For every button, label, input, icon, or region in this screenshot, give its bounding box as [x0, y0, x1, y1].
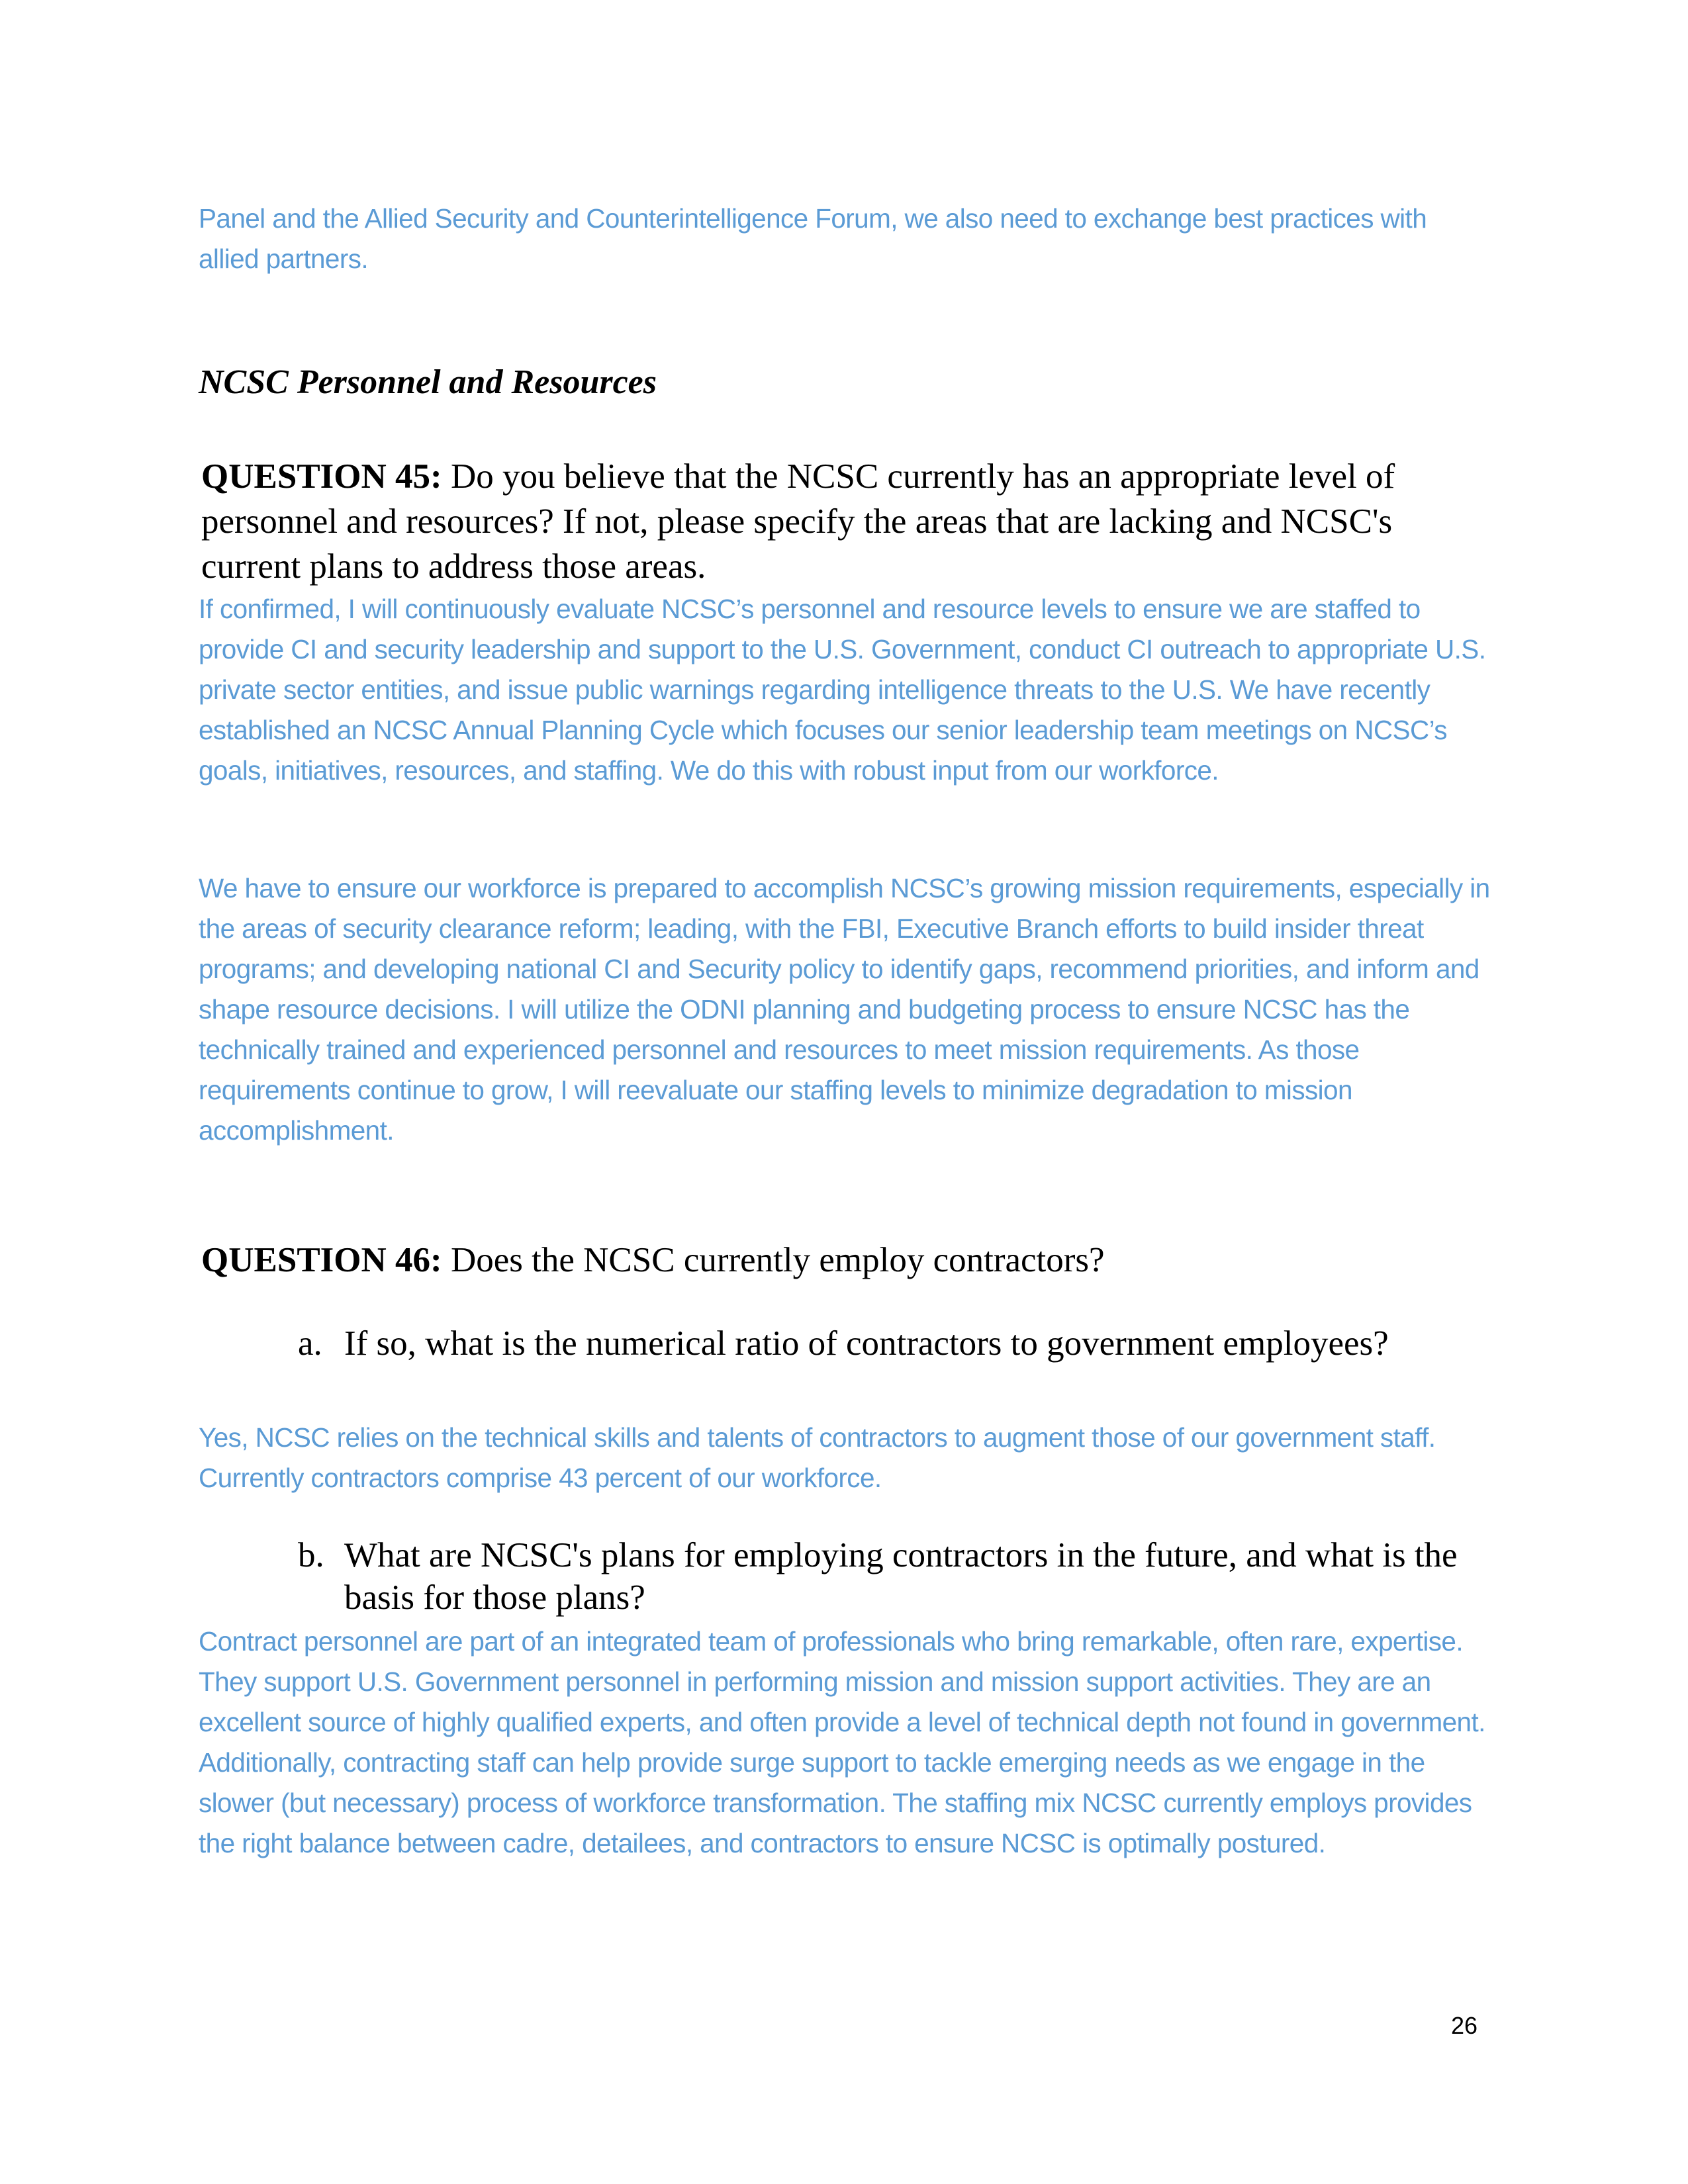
- question-46a-text: If so, what is the numerical ratio of contractors to government employees?: [344, 1324, 1389, 1363]
- question-46b-marker: b.: [298, 1536, 324, 1574]
- question-46-text: Does the NCSC currently employ contractors?: [450, 1241, 1105, 1279]
- question-46b-text: What are NCSC's plans for employing contractors in the future, and what is the basis for those plans?: [344, 1536, 1458, 1617]
- question-45: [201, 454, 1459, 589]
- answer-paragraph: Yes, NCSC relies on the technical skills and talents of contractors to augment those of our government staff. Currently contractors comprise 43 percent of our workforce.: [199, 1422, 1436, 1493]
- answer-paragraph: Contract personnel are part of an integrated team of professionals who bring remarkable, often rare, expertise. They support U.S. Government personnel in performing mission and mission support activities. They are an excellent source of highly qualified experts, and often provide a level of technical depth not found in government. Additionally, contracting staff can help provide surge support to tackle emerging needs as we engage in the slower (but necessary) process of workforce transformation. The staffing mix NCSC currently employs provides the right balance between cadre, detailees, and contractors to ensure NCSC is optimally postured.: [199, 1626, 1485, 1858]
- question-45-answer-2: [199, 868, 1496, 1151]
- question-46b-answer: [199, 1621, 1496, 1864]
- answer-paragraph: If confirmed, I will continuously evaluate NCSC’s personnel and resource levels to ensure we are staffed to provide CI and security leadership and support to the U.S. Government, conduct CI outreach to appropriate U.S. private sector entities, and issue public warnings regarding intelligence threats to the U.S. We have recently established an NCSC Annual Planning Cycle which focuses our senior leadership team meetings on NCSC’s goals, initiatives, resources, and staffing. We do this with robust input from our workforce.: [199, 594, 1486, 786]
- section-heading: NCSC Personnel and Resources: [199, 363, 657, 401]
- continuation-text: Panel and the Allied Security and Counterintelligence Forum, we also need to exchange best practices with allied partners.: [199, 203, 1427, 274]
- question-45-label: QUESTION 45:: [201, 457, 442, 496]
- question-46: [201, 1238, 1459, 1283]
- question-46b: [298, 1534, 1509, 1619]
- question-46a-marker: a.: [298, 1324, 322, 1363]
- continuation-paragraph: [199, 199, 1456, 279]
- page-number: 26: [1451, 2012, 1478, 2039]
- answer-paragraph: We have to ensure our workforce is prepared to accomplish NCSC’s growing mission requirements, especially in the areas of security clearance reform; leading, with the FBI, Executive Branch efforts to build insider threat programs; and developing national CI and Security policy to identify gaps, recommend priorities, and inform and shape resource decisions. I will utilize the ODNI planning and budgeting process to ensure NCSC has the technically trained and experienced personnel and resources to meet mission requirements. As those requirements continue to grow, I will reevaluate our staffing levels to minimize degradation to mission accomplishment.: [199, 873, 1490, 1146]
- question-45-answer-1: [199, 589, 1496, 791]
- question-46a-answer: [199, 1418, 1496, 1498]
- question-46a: [298, 1322, 1509, 1365]
- question-45-text: Do you believe that the NCSC currently has an appropriate level of personnel and resources? If not, please specify the areas that are lacking and NCSC's current plans to address those areas.: [201, 457, 1395, 586]
- question-46-label: QUESTION 46:: [201, 1241, 442, 1279]
